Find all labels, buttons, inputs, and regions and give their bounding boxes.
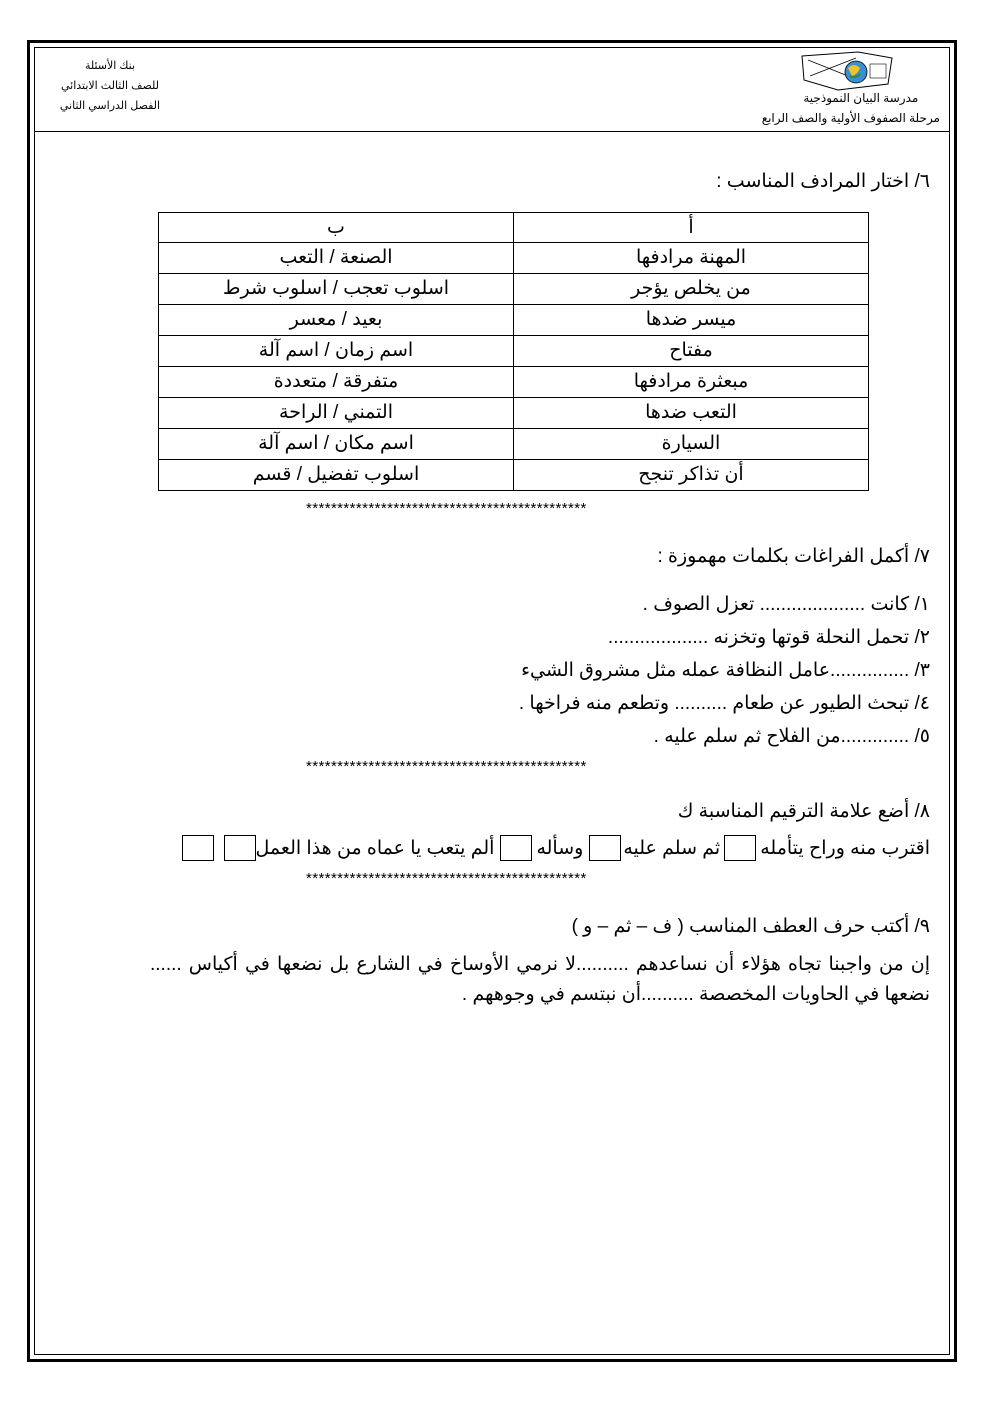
header-line-term: الفصل الدراسي الثاني	[59, 100, 161, 112]
table-row	[159, 460, 869, 491]
separator-1: *********************************************	[306, 500, 587, 517]
cell-a: مفتاح	[514, 336, 869, 367]
cell-a: أن تذاكر تنجح	[514, 460, 869, 491]
q8-part-4: ألم يتعب يا عماه من هذا العمل	[255, 837, 495, 859]
cell-b: متفرقة / متعددة	[159, 367, 514, 398]
cell-b: بعيد / معسر	[159, 305, 514, 336]
cell-b: اسم زمان / اسم آلة	[159, 336, 514, 367]
cell-a: المهنة مرادفها	[514, 243, 869, 274]
q7-item-1: ١/ كانت .................... تعزل الصوف .	[642, 594, 930, 615]
cell-a: مبعثرة مرادفها	[514, 367, 869, 398]
header-line-grade: للصف الثالث الابتدائي	[60, 80, 160, 92]
cell-b: الصنعة / التعب	[159, 243, 514, 274]
q9-paragraph: إن من واجبنا تجاه هؤلاء أن نساعدهم ..........لا نرمي الأوساخ في الشارع بل نضعها في أكياس ...... نضعها في الحاويات المخصصة ..........أن نبتسم في وجوههم .	[150, 954, 930, 1005]
q9-title: ٩/ أكتب حرف العطف المناسب ( ف – ثم – و )	[571, 916, 930, 937]
cell-a: السيارة	[514, 429, 869, 460]
punctuation-box-3[interactable]	[500, 835, 532, 861]
school-name: مدرسة البيان النموذجية	[803, 91, 919, 105]
table-row	[159, 243, 869, 274]
punctuation-box-4[interactable]	[224, 835, 256, 861]
q7-item-3: ٣/ ...............عامل النظافة عمله مثل مشروق الشيء	[521, 660, 930, 681]
cell-a: ميسر ضدها	[514, 305, 869, 336]
table-header-row	[159, 213, 869, 243]
q6-title: ٦/ اختار المرادف المناسب :	[716, 171, 930, 192]
punctuation-box-5[interactable]	[182, 835, 214, 861]
header-divider	[34, 131, 950, 132]
cell-b: اسلوب تعجب / اسلوب شرط	[159, 274, 514, 305]
cell-b: التمني / الراحة	[159, 398, 514, 429]
q7-title: ٧/ أكمل الفراغات بكلمات مهموزة :	[657, 546, 930, 567]
cell-a: التعب ضدها	[514, 398, 869, 429]
school-stage: مرحلة الصفوف الأولية والصف الرابع	[761, 111, 940, 125]
header-left-block	[40, 56, 180, 116]
q8-part-1: اقترب منه وراح يتأمله	[760, 837, 930, 859]
q8-part-3: وسأله	[536, 837, 584, 859]
separator-2: *********************************************	[306, 758, 587, 775]
cell-a: من يخلص يؤجر	[514, 274, 869, 305]
table-row	[159, 367, 869, 398]
q8-sentence	[182, 832, 930, 864]
q7-item-5: ٥/ .............من الفلاح ثم سلم عليه .	[653, 726, 930, 747]
table-row	[159, 336, 869, 367]
q7-item-4: ٤/ تبحث الطيور عن طعام .......... وتطعم منه فراخها .	[518, 693, 930, 714]
header-right-block	[762, 88, 940, 128]
punctuation-box-1[interactable]	[724, 835, 756, 861]
cell-b: اسلوب تفضيل / قسم	[159, 460, 514, 491]
q7-item-2: ٢/ تحمل النحلة قوتها وتخزنه ...................	[607, 627, 930, 648]
punctuation-box-2[interactable]	[589, 835, 621, 861]
table-row	[159, 429, 869, 460]
table-row	[159, 274, 869, 305]
col-b-header: ب	[159, 213, 514, 243]
cell-b: اسم مكان / اسم آلة	[159, 429, 514, 460]
col-a-header: أ	[514, 213, 869, 243]
school-logo-icon	[798, 50, 896, 92]
q8-part-2: ثم سلم عليه	[623, 837, 721, 859]
table-row	[159, 398, 869, 429]
table-row	[159, 305, 869, 336]
separator-3: *********************************************	[306, 870, 587, 887]
synonym-table	[158, 212, 869, 491]
q8-title: ٨/ أضع علامة الترقيم المناسبة ك	[677, 801, 930, 822]
header-line-bank: بنك الأسئلة	[84, 60, 136, 72]
